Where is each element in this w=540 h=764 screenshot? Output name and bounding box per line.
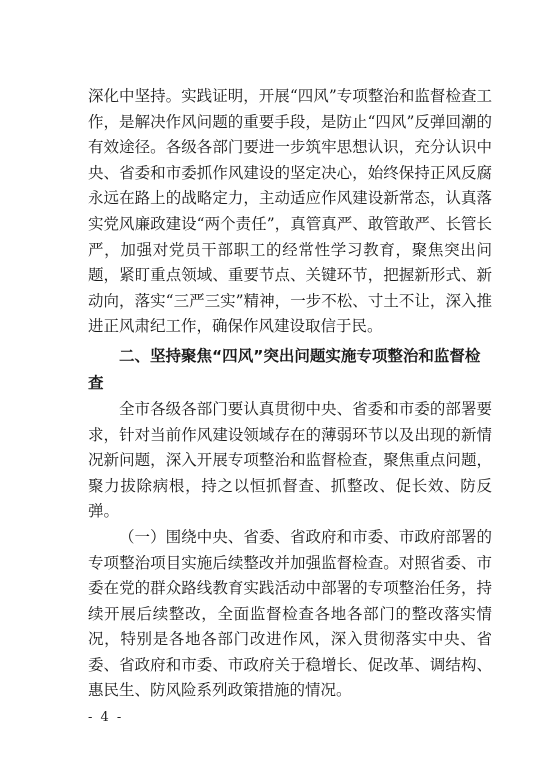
document-body bbox=[88, 84, 492, 704]
body-paragraph-3 bbox=[88, 525, 492, 704]
subheading-1: （一）围绕中央、省委、省政府和市委、市政府部署的专项整治项目实施后续整改并加强监督检查。 bbox=[88, 527, 492, 572]
page-number: - 4 - bbox=[88, 710, 124, 725]
body-paragraph-3-text: 对照省委、市委在党的群众路线教育实践活动中部署的专项整治任务，持续开展后续整改，全面监督检查各地各部门的整改落实情况，特别是各地各部门改进作风，深入贯彻落实中央、省委、省政府和市委、市政府关于稳增长、促改革、调结构、惠民生、防风险系列政策措施的情况。 bbox=[88, 553, 492, 700]
body-paragraph-2: 全市各级各部门要认真贯彻中央、省委和市委的部署要求，针对当前作风建设领域存在的薄弱环节以及出现的新情况新问题，深入开展专项整治和监督检查，聚焦重点问题，聚力拔除病根，持之以恒抓督查、抓整改、促长效、防反弹。 bbox=[88, 399, 492, 521]
section-heading-2: 二、坚持聚焦“四风”突出问题实施专项整治和监督检查 bbox=[88, 346, 481, 392]
body-paragraph-1: 深化中坚持。实践证明，开展“四风”专项整治和监督检查工作，是解决作风问题的重要手段，是防止“四风”反弹回潮的有效途径。各级各部门要进一步筑牢思想认识，充分认识中央、省委和市委抓作风建设的坚定决心，始终保持正风反腐永远在路上的战略定力，主动适应作风建设新常态，认真落实党风廉政建设“两个责任”，真管真严、敢管敢严、长管长严，加强对党员干部职工的经常性学习教育，聚焦突出问题，紧盯重点领域、重要节点、关键环节，把握新形式、新动向，落实“三严三实”精神，一步不松、寸土不让，深入推进正风肃纪工作，确保作风建设取信于民。 bbox=[88, 87, 492, 336]
